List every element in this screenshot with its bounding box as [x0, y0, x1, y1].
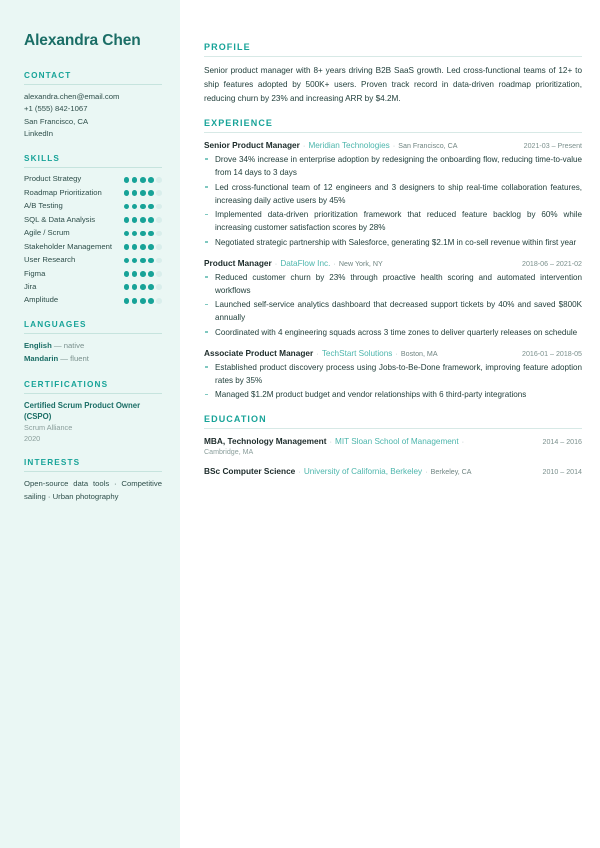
skill-level-dots [124, 228, 162, 236]
skill-dot [156, 271, 162, 277]
skill-dot [132, 244, 138, 250]
skill-name: Amplitude [24, 295, 59, 305]
skill-dot [124, 271, 130, 277]
skill-dot [148, 231, 154, 237]
skill-level-dots [124, 295, 162, 303]
job-location: New York, NY [338, 260, 383, 269]
skill-dot [124, 284, 130, 290]
candidate-name: Alexandra Chen [24, 32, 141, 49]
education-entry-header [204, 436, 582, 446]
job-bullet: Negotiated strategic partnership with Salesforce, generating $2.1M in co-sell revenue within first year [204, 236, 582, 249]
skill-dot [156, 204, 162, 210]
skill-dot [124, 231, 130, 237]
experience-list [204, 140, 582, 401]
interests-text: Open-source data tools · Competitive sailing · Urban photography [24, 479, 162, 501]
language-name: Mandarin [24, 354, 59, 364]
skill-name: Roadmap Prioritization [24, 187, 102, 197]
education-entry-header [204, 466, 582, 476]
skill-name: Agile / Scrum [24, 228, 70, 238]
contact-line-3[interactable]: LinkedIn [24, 129, 54, 138]
skill-dot [156, 284, 162, 290]
sidebar [0, 0, 180, 848]
job-bullet: Reduced customer churn by 23% through proactive health scoring and automated intervention workflows [204, 271, 582, 297]
skill-dot [132, 190, 138, 196]
job-bullet-list [204, 153, 582, 249]
skill-row [24, 295, 162, 306]
education-school: MIT Sloan School of Management [335, 437, 459, 447]
job-bullet-list [204, 361, 582, 402]
languages-heading: LANGUAGES [24, 320, 87, 330]
skill-dot [140, 284, 146, 290]
education-entry-meta [204, 436, 535, 446]
education-list [204, 436, 582, 476]
education-school: University of California, Berkeley [303, 467, 423, 477]
section-profile [204, 42, 582, 105]
skill-row [24, 215, 162, 226]
section-experience [204, 118, 582, 401]
skill-dot [140, 258, 146, 264]
education-heading: EDUCATION [204, 414, 267, 425]
experience-entry-meta [204, 258, 514, 268]
job-bullet: Led cross-functional team of 12 engineers and 3 designers to ship real-time collaboration features, increasing daily active users by 45% [204, 181, 582, 207]
skills-heading: SKILLS [24, 154, 61, 164]
experience-entry [204, 348, 582, 401]
skill-dot [124, 204, 130, 210]
interests-divider [24, 471, 162, 472]
experience-entry-meta [204, 348, 514, 358]
skill-name: A/B Testing [24, 201, 63, 211]
separator-dot: · [329, 437, 332, 447]
skill-dot [124, 190, 130, 196]
skill-row [24, 242, 162, 253]
skill-level-dots [124, 255, 162, 263]
skill-level-dots [124, 215, 162, 223]
profile-divider [204, 56, 582, 57]
skill-dot [140, 190, 146, 196]
education-entry-meta [204, 466, 535, 476]
job-company: Meridian Technologies [308, 141, 390, 151]
job-location: Boston, MA [400, 350, 438, 359]
sidebar-section-languages [24, 320, 162, 365]
interests-heading: INTERESTS [24, 458, 81, 468]
language-name: English [24, 341, 52, 351]
skills-divider [24, 167, 162, 168]
education-entry [204, 466, 582, 476]
experience-entry-header [204, 140, 582, 150]
contact-line-2: San Francisco, CA [24, 116, 89, 126]
skill-dot [132, 298, 138, 304]
skill-dot [132, 284, 138, 290]
skill-row [24, 282, 162, 293]
skill-dot [156, 244, 162, 250]
skill-row [24, 269, 162, 280]
skill-name: SQL & Data Analysis [24, 214, 96, 224]
education-divider [204, 428, 582, 429]
skills-list [24, 174, 162, 306]
skill-dot [148, 217, 154, 223]
certification-title: Certified Scrum Product Owner (CSPO) [24, 400, 141, 421]
skill-dot [140, 298, 146, 304]
education-degree: MBA, Technology Management [204, 436, 327, 447]
certifications-heading: CERTIFICATIONS [24, 379, 109, 389]
skill-dot [140, 217, 146, 223]
sidebar-section-skills [24, 154, 162, 306]
skill-name: Figma [24, 268, 46, 278]
experience-divider [204, 132, 582, 133]
skill-level-dots [124, 174, 162, 182]
skill-dot [148, 258, 154, 264]
certification-issuer: Scrum Alliance [24, 422, 73, 432]
skill-row [24, 255, 162, 266]
separator-dot: · [395, 349, 398, 359]
education-dates: 2010 – 2014 [542, 468, 582, 477]
skill-dot [124, 258, 130, 264]
skill-dot [156, 217, 162, 223]
languages-list [24, 340, 162, 365]
job-title: Associate Product Manager [204, 348, 314, 359]
skill-dot [132, 271, 138, 277]
education-degree: BSc Computer Science [204, 466, 296, 477]
certification-item [24, 400, 162, 444]
profile-heading: PROFILE [204, 42, 251, 52]
job-bullet: Managed $1.2M product budget and vendor relationships with 6 third-party integrations [204, 388, 582, 401]
skill-level-dots [124, 269, 162, 277]
skill-dot [132, 217, 138, 223]
experience-heading: EXPERIENCE [204, 118, 274, 129]
job-bullet: Implemented data-driven prioritization framework that reduced feature backlog by 60% while increasing customer satisfaction scores by 28% [204, 208, 582, 234]
skill-dot [148, 244, 154, 250]
job-dates: 2016-01 – 2018-05 [522, 350, 582, 359]
skill-dot [124, 177, 130, 183]
experience-entry [204, 258, 582, 339]
separator-dot: · [302, 141, 306, 151]
skill-dot [156, 231, 162, 237]
skill-dot [148, 177, 154, 183]
sidebar-section-interests [24, 458, 162, 503]
job-dates: 2021-03 – Present [523, 142, 582, 151]
skill-dot [124, 217, 130, 223]
job-company: DataFlow Inc. [280, 259, 331, 269]
job-title: Senior Product Manager [204, 140, 300, 151]
skill-level-dots [124, 201, 162, 209]
skill-row [24, 228, 162, 239]
certification-year: 2020 [24, 433, 41, 443]
skill-dot [132, 204, 138, 210]
skill-level-dots [124, 242, 162, 250]
skill-level-dots [124, 282, 162, 290]
job-bullet: Established product discovery process using Jobs-to-Be-Done framework, improving feature adoption rates by 35% [204, 361, 582, 387]
certifications-list [24, 400, 162, 444]
experience-entry-header [204, 258, 582, 268]
education-entry [204, 436, 582, 458]
contact-list [24, 91, 162, 141]
contact-heading: CONTACT [24, 70, 72, 80]
skill-dot [148, 298, 154, 304]
separator-dot: · [298, 467, 301, 477]
separator-dot: · [392, 141, 396, 151]
skill-dot [156, 298, 162, 304]
skill-dot [156, 177, 162, 183]
skill-dot [132, 231, 138, 237]
skill-dot [140, 177, 146, 183]
skill-name: Jira [24, 281, 37, 291]
languages-divider [24, 333, 162, 334]
skill-dot [140, 204, 146, 210]
skill-dot [124, 298, 130, 304]
profile-summary: Senior product manager with 8+ years driving B2B SaaS growth. Led cross-functional teams of 12+ to ship features adopted by 500K+ users. Proven track record in data-driven roadmap prioritization, reducing churn by 23% and increasing ARR by $4.2M. [204, 66, 582, 103]
skill-row [24, 174, 162, 185]
skill-row [24, 201, 162, 212]
education-location: Berkeley, CA [430, 468, 472, 477]
job-bullet: Launched self-service analytics dashboard that decreased support tickets by 40% and saved $800K annually [204, 298, 582, 324]
separator-dot: · [425, 467, 428, 477]
skill-dot [124, 244, 130, 250]
sidebar-section-contact [24, 71, 162, 141]
separator-dot: · [316, 349, 319, 359]
contact-line-0[interactable]: alexandra.chen@email.com [24, 91, 120, 101]
job-title: Product Manager [204, 258, 272, 269]
job-dates: 2018-06 – 2021-02 [522, 260, 582, 269]
experience-entry [204, 140, 582, 249]
certifications-divider [24, 393, 162, 394]
skill-name: Stakeholder Management [24, 241, 113, 251]
job-bullet: Drove 34% increase in enterprise adoption by redesigning the onboarding flow, reducing time-to-value from 14 days to 3 days [204, 153, 582, 179]
job-bullet-list [204, 271, 582, 340]
skill-dot [148, 190, 154, 196]
skill-dot [140, 231, 146, 237]
skill-dot [148, 284, 154, 290]
language-item: English — native [24, 341, 85, 351]
skill-dot [156, 190, 162, 196]
skill-name: Product Strategy [24, 174, 82, 184]
job-bullet: Coordinated with 4 engineering squads across 3 time zones to deliver quarterly releases on schedule [204, 326, 582, 339]
experience-entry-meta [204, 140, 516, 150]
skill-level-dots [124, 188, 162, 196]
education-location: Cambridge, MA [204, 447, 254, 456]
job-company: TechStart Solutions [321, 349, 393, 359]
skill-dot [140, 244, 146, 250]
contact-divider [24, 84, 162, 85]
language-item: Mandarin — fluent [24, 354, 89, 364]
education-dates: 2014 – 2016 [542, 438, 582, 447]
experience-entry-header [204, 348, 582, 358]
separator-dot: · [274, 259, 278, 269]
separator-dot: · [461, 437, 465, 447]
contact-line-1: +1 (555) 842-1067 [24, 104, 88, 114]
section-education [204, 414, 582, 476]
skill-name: User Research [24, 255, 76, 265]
skill-dot [140, 271, 146, 277]
skill-dot [156, 258, 162, 264]
skill-row [24, 188, 162, 199]
skill-dot [148, 271, 154, 277]
skill-dot [132, 177, 138, 183]
skill-dot [132, 258, 138, 264]
skill-dot [148, 204, 154, 210]
separator-dot: · [333, 259, 336, 269]
main-content [180, 0, 600, 848]
sidebar-section-certifications [24, 380, 162, 444]
job-location: San Francisco, CA [398, 142, 458, 151]
